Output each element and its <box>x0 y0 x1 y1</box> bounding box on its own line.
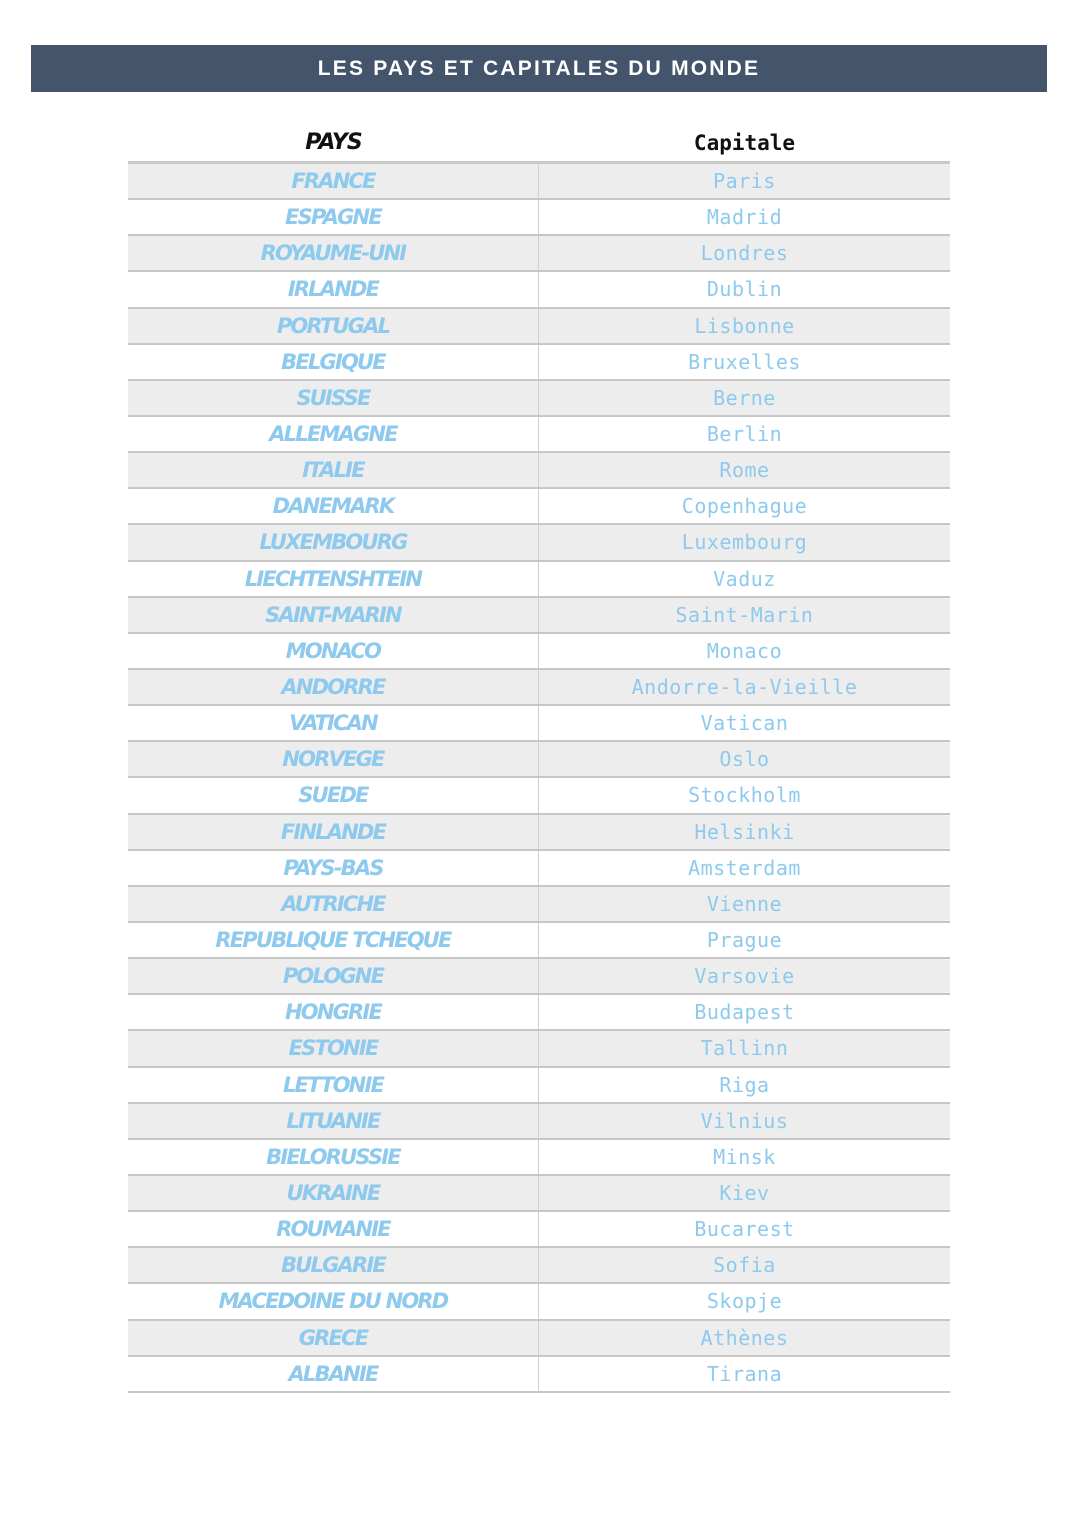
capital-cell: Bucarest <box>694 1217 795 1242</box>
capital-cell: Budapest <box>694 1000 795 1025</box>
capital-cell: Minsk <box>713 1144 776 1169</box>
country-cell: SUEDE <box>128 778 539 812</box>
table-row <box>128 309 950 345</box>
country-cell: ALLEMAGNE <box>128 417 539 451</box>
title-banner <box>31 45 1047 92</box>
country-cell: SAINT-MARIN <box>128 598 539 632</box>
capital-cell: Vaduz <box>713 566 776 591</box>
capital-cell: Andorre-la-Vieille <box>631 675 858 700</box>
capital-cell: Berne <box>713 385 776 410</box>
table-row <box>128 1068 950 1104</box>
country-cell: ESPAGNE <box>128 200 539 234</box>
country-cell: GRECE <box>128 1321 539 1355</box>
capital-cell: Paris <box>713 169 776 194</box>
header-capital: Capitale <box>693 130 796 155</box>
country-cell: HONGRIE <box>128 995 539 1029</box>
country-cell: NORVEGE <box>128 742 539 776</box>
country-cell: UKRAINE <box>128 1176 539 1210</box>
table-row <box>128 345 950 381</box>
page-title: LES PAYS ET CAPITALES DU MONDE <box>317 56 761 80</box>
table-row <box>128 778 950 814</box>
country-cell: LETTONIE <box>128 1068 539 1102</box>
table-row <box>128 1104 950 1140</box>
table-row <box>128 598 950 634</box>
table-row <box>128 634 950 670</box>
capital-cell: Prague <box>706 928 783 953</box>
table-row <box>128 851 950 887</box>
table-row <box>128 1212 950 1248</box>
country-cell: MONACO <box>128 634 539 668</box>
capital-cell: Riga <box>719 1072 770 1097</box>
table-row <box>128 272 950 308</box>
capital-cell: Monaco <box>706 638 783 663</box>
table-row <box>128 742 950 778</box>
capital-cell: Madrid <box>706 205 783 230</box>
capital-cell: Vienne <box>706 891 783 916</box>
country-cell: ROUMANIE <box>128 1212 539 1246</box>
capital-cell: Amsterdam <box>688 855 801 880</box>
table-row <box>128 453 950 489</box>
table-row <box>128 815 950 851</box>
table-row <box>128 1284 950 1320</box>
country-cell: FINLANDE <box>128 815 539 849</box>
capital-cell: Varsovie <box>694 964 795 989</box>
capital-cell: Helsinki <box>694 819 795 844</box>
country-cell: BIELORUSSIE <box>128 1140 539 1174</box>
country-cell: AUTRICHE <box>128 887 539 921</box>
table-row <box>128 562 950 598</box>
country-cell: ITALIE <box>128 453 539 487</box>
capital-cell: Rome <box>719 458 770 483</box>
country-cell: ALBANIE <box>128 1357 539 1391</box>
country-cell: LITUANIE <box>128 1104 539 1138</box>
capital-cell: Sofia <box>713 1253 776 1278</box>
table-row <box>128 995 950 1031</box>
country-cell: DANEMARK <box>128 489 539 523</box>
country-cell: FRANCE <box>128 164 539 198</box>
header-country: PAYS <box>305 130 362 155</box>
capital-cell: Stockholm <box>688 783 801 808</box>
table-row <box>128 417 950 453</box>
table-row <box>128 959 950 995</box>
capital-cell: Luxembourg <box>681 530 808 555</box>
country-cell: IRLANDE <box>128 272 539 306</box>
table-row <box>128 1140 950 1176</box>
capital-cell: Berlin <box>706 422 783 447</box>
table-row <box>128 525 950 561</box>
capital-cell: Saint-Marin <box>675 602 814 627</box>
table-row <box>128 236 950 272</box>
capital-cell: Lisbonne <box>694 313 795 338</box>
table-row <box>128 164 950 200</box>
country-cell: SUISSE <box>128 381 539 415</box>
table-row <box>128 887 950 923</box>
country-cell: BELGIQUE <box>128 345 539 379</box>
capital-cell: Athènes <box>700 1325 789 1350</box>
table-row <box>128 1357 950 1393</box>
capital-cell: Kiev <box>719 1181 770 1205</box>
country-cell: REPUBLIQUE TCHEQUE <box>128 923 539 957</box>
country-cell: PAYS-BAS <box>128 851 539 885</box>
capital-cell: Skopje <box>706 1289 783 1314</box>
capital-cell: Tallinn <box>700 1036 789 1061</box>
table-row <box>128 1321 950 1357</box>
countries-table <box>128 124 950 1393</box>
table-row <box>128 1248 950 1284</box>
table-row <box>128 1176 950 1212</box>
country-cell: LIECHTENSHTEIN <box>128 562 539 596</box>
country-cell: BULGARIE <box>128 1248 539 1282</box>
capital-cell: Londres <box>700 241 789 266</box>
country-cell: POLOGNE <box>128 959 539 993</box>
table-row <box>128 200 950 236</box>
table-row <box>128 489 950 525</box>
capital-cell: Copenhague <box>681 494 808 519</box>
table-row <box>128 381 950 417</box>
country-cell: ROYAUME-UNI <box>128 236 539 270</box>
capital-cell: Vilnius <box>700 1108 789 1133</box>
table-body <box>128 164 950 1393</box>
capital-cell: Vatican <box>700 711 789 736</box>
table-row <box>128 923 950 959</box>
country-cell: ESTONIE <box>128 1031 539 1065</box>
country-cell: VATICAN <box>128 706 539 740</box>
country-cell: LUXEMBOURG <box>128 525 539 559</box>
table-row <box>128 706 950 742</box>
country-cell: ANDORRE <box>128 670 539 704</box>
table-row <box>128 670 950 706</box>
table-header-row <box>128 124 950 164</box>
capital-cell: Tirana <box>706 1361 783 1386</box>
country-cell: MACEDOINE DU NORD <box>128 1284 539 1318</box>
country-cell: PORTUGAL <box>128 309 539 343</box>
table-row <box>128 1031 950 1067</box>
capital-cell: Oslo <box>719 747 770 772</box>
capital-cell: Bruxelles <box>688 349 801 374</box>
capital-cell: Dublin <box>706 277 783 302</box>
